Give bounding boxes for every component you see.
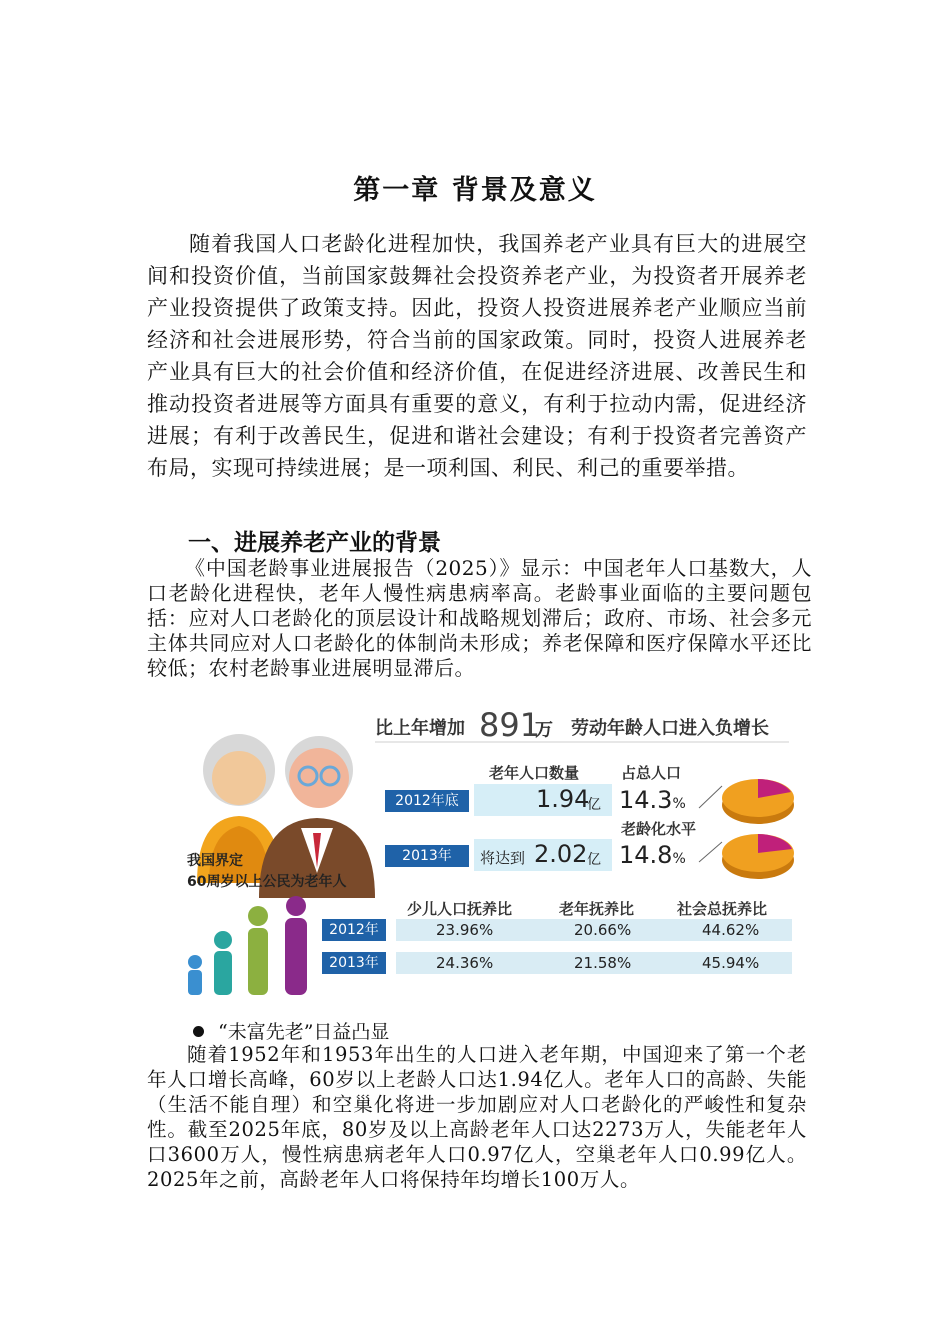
pie-2012 bbox=[699, 779, 794, 824]
table-cell: 21.58% bbox=[574, 954, 632, 972]
share-2012 bbox=[619, 786, 686, 814]
share-2013-percent: % bbox=[672, 851, 686, 867]
final-paragraph: 随着1952年和1953年出生的人口进入老年期，中国迎来了第一个老年人口增长高峰，60岁以上老龄人口达1.94亿人。老年人口的高龄、失能（生活不能自理）和空巢化将进一步加剧应对人口老龄化的严峻性和复杂性。截至2025年底，80岁及以上高龄老年人口达2273万人，失能老年人口3600万人，慢性病患病老年人口0.97亿人，空巢老年人口0.99亿人。2025年之前，高龄老年人口将保持年均增长100万人。 bbox=[147, 1043, 807, 1191]
table-col-elder: 老年抚养比 bbox=[559, 900, 635, 918]
pop-2012-unit: 亿 bbox=[587, 797, 601, 813]
table-cell: 20.66% bbox=[574, 921, 632, 939]
table-cell: 23.96% bbox=[436, 921, 494, 939]
bullet-dot-icon bbox=[193, 1026, 204, 1037]
table-cell: 44.62% bbox=[702, 921, 760, 939]
pie-2013 bbox=[699, 834, 794, 879]
pop-2012-box bbox=[474, 784, 612, 816]
header-unit: 万 bbox=[535, 720, 553, 741]
people-figures bbox=[188, 896, 307, 995]
table-cell: 24.36% bbox=[436, 954, 494, 972]
header-right: 劳动年龄人口进入负增长 bbox=[571, 718, 769, 739]
caption-line1: 我国界定 bbox=[187, 853, 243, 869]
table-row-year-2013: 2013年 bbox=[322, 952, 386, 974]
table-row-year-2012: 2012年 bbox=[322, 919, 386, 941]
bullet-heading bbox=[193, 1017, 389, 1044]
share-2013-value: 14.8 bbox=[619, 841, 673, 869]
year-2013-badge: 2013年 bbox=[385, 845, 469, 867]
share-2012-value: 14.3 bbox=[619, 786, 673, 814]
table-cell: 45.94% bbox=[702, 954, 760, 972]
caption-line2: 60周岁以上公民为老年人 bbox=[187, 874, 347, 890]
pop-2013-value: 2.02 bbox=[534, 840, 588, 868]
bullet-title: “未富先老”日益凸显 bbox=[218, 1021, 390, 1043]
label-aging: 老龄化水平 bbox=[621, 820, 697, 838]
intro-paragraph: 随着我国人口老龄化进程加快，我国养老产业具有巨大的进展空间和投资价值，当前国家鼓舞社会投资养老产业，为投资者开展养老产业投资提供了政策支持。因此，投资人投资进展养老产业顺应当前经济和社会进展形势，符合当前的国家政策。同时，投资人进展养老产业具有巨大的社会价值和经济价值，在促进经济进展、改善民生和推动投资者进展等方面具有重要的意义，有利于拉动内需，促进经济进展；有利于改善民生，促进和谐社会建设；有利于投资者完善资产布局，实现可持续进展；是一项利国、利民、利己的重要举措。 bbox=[147, 232, 807, 480]
header-number: 891 bbox=[479, 708, 541, 744]
pop-2013-prefix: 将达到 bbox=[480, 849, 526, 867]
table-row bbox=[396, 952, 792, 974]
header-prefix: 比上年增加 bbox=[375, 718, 465, 739]
pop-2012-value: 1.94 bbox=[536, 785, 590, 813]
table-col-total: 社会总抚养比 bbox=[677, 900, 768, 918]
section-paragraph: 《中国老龄事业进展报告（2025）》显示：中国老年人口基数大，人口老龄化进程快，老年人慢性病患病率高。老龄事业面临的主要问题包括：应对人口老龄化的顶层设计和战略规划滞后；政府、市场、社会多元主体共同应对人口老龄化的体制尚未形成；养老保障和医疗保障水平还比较低；农村老龄事业进展明显滞后。 bbox=[147, 556, 812, 680]
share-2012-percent: % bbox=[672, 796, 686, 812]
table-row bbox=[396, 919, 792, 941]
share-2013 bbox=[619, 841, 686, 869]
year-2012-end-badge: 2012年底 bbox=[385, 790, 469, 812]
pop-2013-unit: 亿 bbox=[587, 852, 601, 868]
chapter-title: 第一章 背景及意义 bbox=[353, 175, 597, 206]
section-title: 一、进展养老产业的背景 bbox=[188, 529, 441, 556]
aging-infographic bbox=[179, 708, 802, 995]
table-col-child: 少儿人口抚养比 bbox=[407, 900, 513, 918]
label-share: 占总人口 bbox=[621, 764, 682, 782]
label-population: 老年人口数量 bbox=[489, 764, 580, 782]
pop-2013-box bbox=[474, 839, 612, 871]
